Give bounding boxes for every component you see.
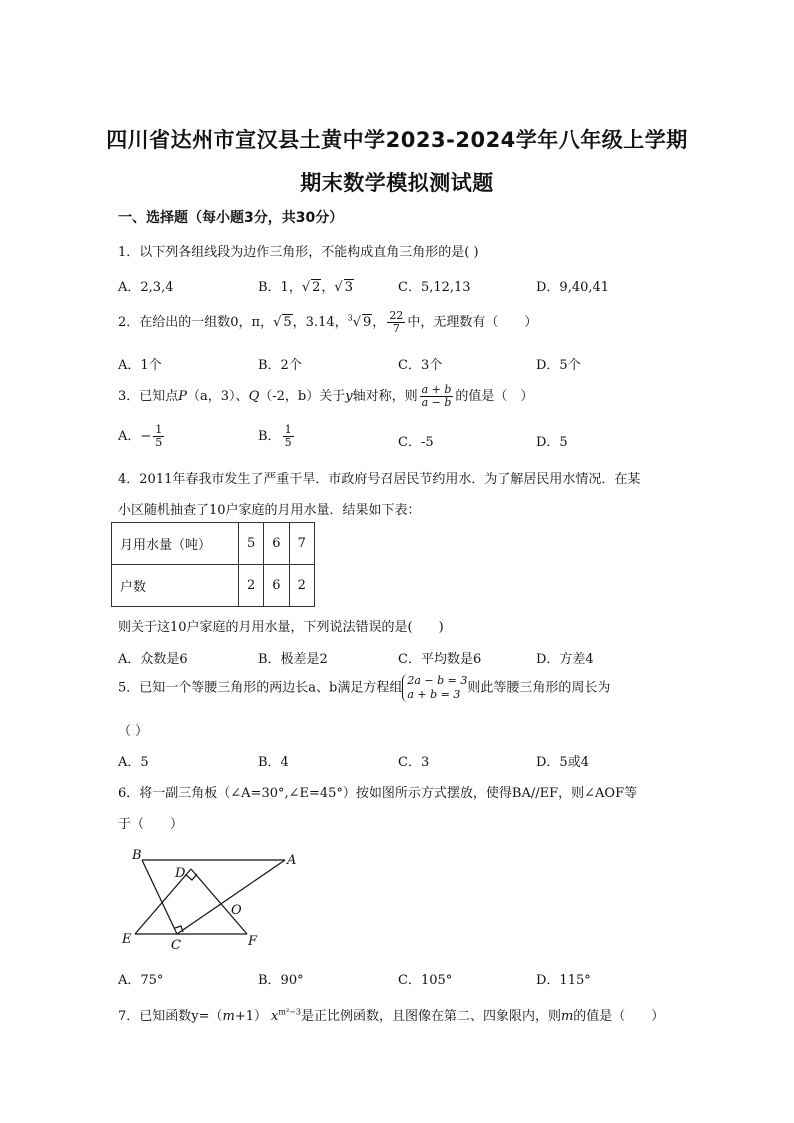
q1-b-radicand-1: 2	[312, 280, 321, 295]
question-5-stem	[118, 674, 610, 702]
question-1-stem: 1．以下列各组线段为边作三角形，不能构成直角三角形的是( )	[118, 245, 479, 260]
table-row	[112, 565, 315, 607]
q2-text-a: 2．在给出的一组数0，π，	[118, 315, 274, 330]
q4-option-d: D．方差4	[536, 652, 594, 667]
q2-radicand-9: 9	[363, 315, 372, 330]
q5-equation-system	[402, 674, 467, 702]
question-5-stem-2: （ ）	[118, 724, 149, 739]
q3-text-c: 的值是（ ）	[455, 389, 534, 404]
question-2-stem	[118, 310, 537, 335]
question-4-stem-1: 4．2011年春我市发生了严重干旱．市政府号召居民节约用水．为了解居民用水情况．在某	[118, 472, 641, 487]
q2-text-d: 中，无理数有（ ）	[407, 315, 538, 330]
sqrt-icon: √	[334, 280, 343, 295]
label-a: A	[287, 853, 297, 868]
line-bc	[142, 860, 177, 934]
q2-option-d: D．5个	[536, 358, 581, 373]
q3-option-d: D．5	[536, 435, 568, 450]
label-e: E	[122, 932, 132, 947]
q1-option-d: D．9,40,41	[536, 280, 610, 295]
table-row	[112, 523, 315, 565]
label-d: D	[175, 866, 186, 881]
table-cell: 2	[289, 565, 314, 607]
q1-option-a: A．2,3,4	[118, 280, 174, 295]
q3-b-fraction	[283, 424, 294, 449]
q5-option-c: C．3	[398, 755, 430, 770]
q1-b-radicand-2: 3	[344, 280, 353, 295]
line-df	[191, 869, 247, 934]
q3-point-q: Q	[248, 389, 260, 404]
q3-option-c: C．-5	[398, 435, 434, 450]
water-usage-table	[111, 522, 315, 607]
q2-cube-index: 3	[347, 313, 353, 323]
q2-option-a: A．1个	[118, 358, 162, 373]
q7-exponent: m²−3	[278, 1007, 301, 1017]
q6-option-d: D．115°	[536, 973, 591, 988]
q2-text-b: ，3.14，	[292, 315, 348, 330]
table-cell: 5	[239, 523, 264, 565]
q2-radicand-5: 5	[283, 315, 292, 330]
table-cell: 月用水量（吨）	[112, 523, 239, 565]
triangle-diagram	[115, 842, 315, 952]
q3-a-den: 5	[155, 436, 163, 449]
q4-option-b: B．极差是2	[258, 652, 328, 667]
q7-text-c: 是正比例函数，且图像在第二、四象限内，则	[300, 1009, 561, 1024]
q3-b-den: 5	[284, 436, 292, 449]
label-b: B	[132, 848, 142, 863]
sqrt-icon: √	[301, 280, 311, 295]
q3-a-prefix: A．−	[118, 429, 152, 444]
q2-fraction	[387, 310, 405, 335]
q2-text-c: ，	[372, 315, 386, 330]
page-subtitle: 期末数学模拟测试题	[300, 171, 494, 195]
q2-frac-num: 22	[389, 309, 404, 322]
q3-b-prefix: B．	[258, 429, 281, 444]
q1-option-c: C．5,12,13	[398, 280, 471, 295]
table-cell: 户数	[112, 565, 239, 607]
page-title: 四川省达州市宣汉县土黄中学2023-2024学年八年级上学期	[106, 128, 688, 152]
label-c: C	[171, 938, 181, 952]
q3-text-a: 3．已知点	[118, 389, 179, 404]
q5-eq-1: 2a − b = 3	[407, 674, 468, 687]
q1-b-prefix: B．1，	[258, 280, 302, 295]
table-cell: 7	[289, 523, 314, 565]
q1-b-sep: ，	[321, 280, 335, 295]
q7-var-m2: m	[560, 1009, 574, 1024]
q7-var-x: x	[271, 1009, 279, 1024]
q6-option-c: C．105°	[398, 973, 453, 988]
question-7-stem	[118, 1005, 664, 1024]
q3-q-coord: （-2，b）关于	[259, 389, 346, 404]
cube-root-icon: √	[352, 315, 362, 330]
q3-text-b: 轴对称，则	[352, 389, 418, 404]
q3-frac-den: a − b	[421, 396, 452, 409]
q5-eq-2: a + b = 3	[407, 688, 461, 701]
q2-frac-den: 7	[392, 322, 400, 335]
q3-fraction	[420, 384, 454, 409]
question-6-stem-2: 于（ ）	[118, 817, 184, 832]
q5-option-a: A．5	[118, 755, 149, 770]
q5-option-d: D．5或4	[536, 755, 589, 770]
sqrt-icon: √	[273, 315, 282, 330]
label-f: F	[248, 934, 258, 949]
q3-y-var: y	[345, 389, 353, 404]
q2-option-c: C．3个	[398, 358, 443, 373]
table-cell: 6	[264, 523, 289, 565]
q3-option-a	[118, 424, 166, 449]
question-3-stem	[118, 384, 533, 409]
q4-option-a: A．众数是6	[118, 652, 188, 667]
q7-var-m: m	[222, 1009, 235, 1024]
q6-option-b: B．90°	[258, 973, 304, 988]
q3-a-num: 1	[155, 423, 163, 436]
table-cell: 2	[239, 565, 264, 607]
q3-option-b	[258, 424, 296, 449]
q7-text-b: +1）	[234, 1009, 268, 1024]
q3-b-num: 1	[284, 423, 292, 436]
section-heading: 一、选择题（每小题3分，共30分）	[118, 210, 344, 226]
q1-option-b	[258, 276, 354, 295]
q6-option-a: A．75°	[118, 973, 164, 988]
q5-text-b: 则此等腰三角形的周长为	[467, 680, 611, 696]
q5-text-a: 5．已知一个等腰三角形的两边长a、b满足方程组	[118, 680, 403, 696]
q7-text-a: 7．已知函数y=（	[118, 1009, 223, 1024]
q3-a-fraction	[153, 424, 164, 449]
question-6-stem-1: 6．将一副三角板（∠A=30°,∠E=45°）按如图所示方式摆放，使得BA//EF，则∠AOF等	[118, 786, 638, 801]
q5-option-b: B．4	[258, 755, 289, 770]
q7-text-d: 的值是（ ）	[573, 1009, 665, 1024]
table-cell: 6	[264, 565, 289, 607]
question-4-stem-2: 小区随机抽查了10户家庭的月用水量．结果如下表：	[118, 503, 421, 518]
q2-option-b: B．2个	[258, 358, 302, 373]
q3-point-p: P	[178, 389, 188, 404]
label-o: O	[231, 903, 242, 918]
q3-p-coord: （a，3）、	[187, 389, 249, 404]
question-4-stem-3: 则关于这10户家庭的月用水量，下列说法错误的是( )	[118, 620, 444, 635]
q3-frac-num: a + b	[421, 383, 452, 396]
q4-option-c: C．平均数是6	[398, 652, 482, 667]
